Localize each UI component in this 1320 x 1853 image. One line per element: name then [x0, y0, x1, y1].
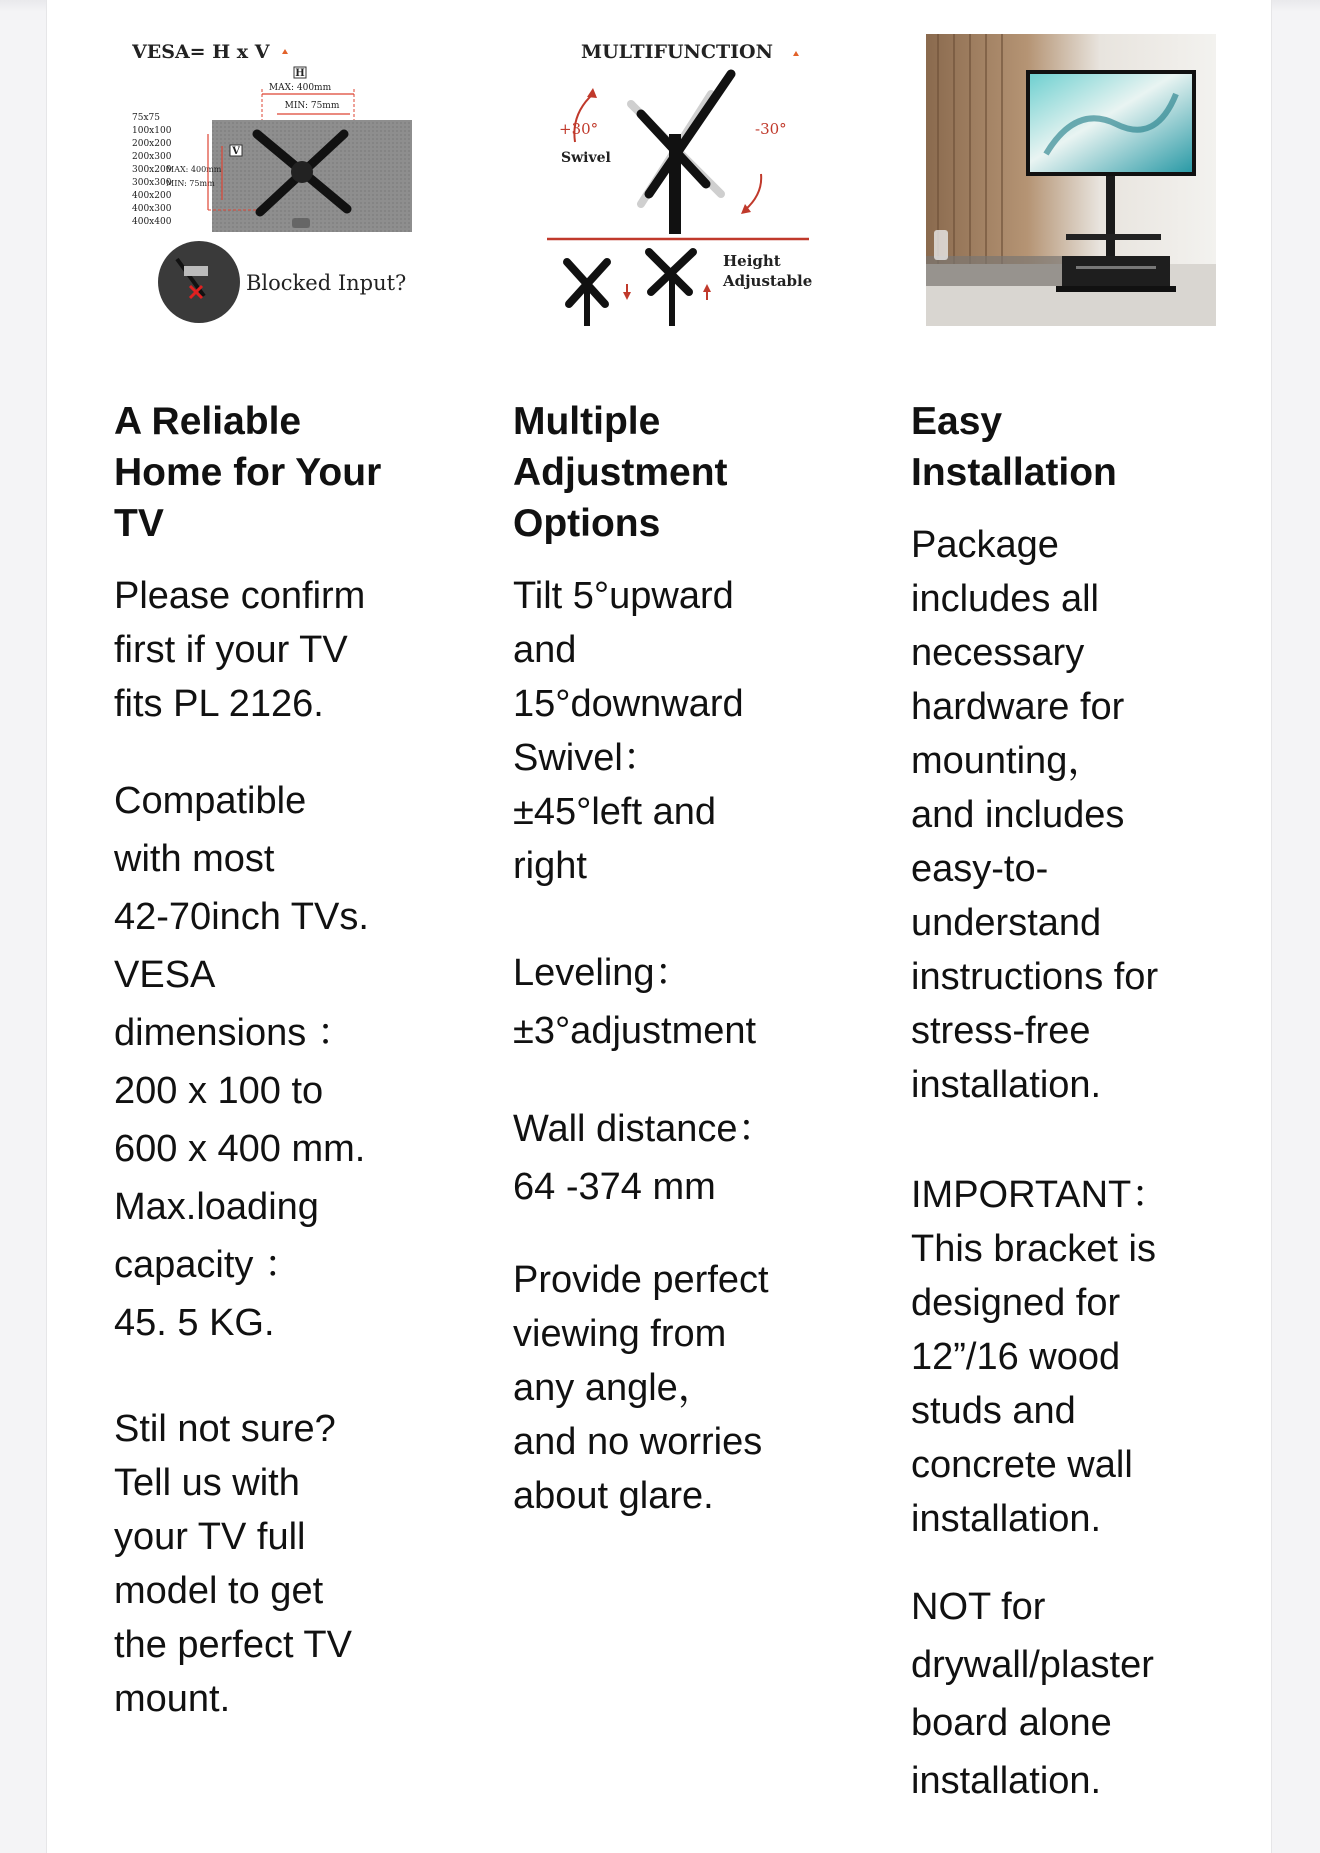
- title-accent-icon: [793, 51, 799, 56]
- adjustable-label: Adjustable: [723, 272, 813, 290]
- feature-title-adjustment: Multiple Adjustment Options: [513, 400, 728, 545]
- h-max: MAX: 400mm: [268, 83, 332, 93]
- swivel-label: Swivel: [561, 150, 611, 166]
- title-accent-icon: [282, 49, 288, 54]
- tv-stand-photo: [926, 34, 1216, 326]
- feature-text-not-for: NOT for drywall/plaster board alone installation.: [911, 1586, 1154, 1802]
- vase: [934, 230, 948, 260]
- feature-text-leveling: Leveling： ±3°adjustment: [513, 952, 757, 1052]
- sideboard: [926, 256, 1076, 286]
- feature-text-viewing: Provide perfect viewing from any angle， and no worries about glare.: [513, 1259, 769, 1517]
- feature-text-tilt-swivel: Tilt 5°upward and 15°downward Swivel： ±45°left and right: [513, 575, 744, 887]
- down-arrow-icon: [623, 292, 631, 300]
- vesa-diagram: [132, 34, 432, 326]
- svg-text:400x300: 400x300: [132, 204, 172, 214]
- stand-base: [1056, 286, 1176, 292]
- av-receiver: [1062, 256, 1170, 286]
- feature-text-wall-distance: Wall distance： 64 -374 mm: [513, 1108, 776, 1208]
- h-label: H: [295, 68, 305, 79]
- glass-shelf: [1066, 234, 1161, 240]
- multifunction-diagram: [531, 34, 831, 326]
- height-label: Height: [723, 252, 781, 270]
- pole-icon: [669, 134, 681, 234]
- blocked-input-icon: [158, 241, 240, 323]
- svg-text:200x300: 200x300: [132, 152, 172, 162]
- v-label: V: [232, 146, 240, 157]
- feature-text-vesa-fit: Please confirm first if your TV fits PL 2126.: [114, 575, 366, 725]
- feature-text-vesa-specs: Compatible with most 42-70inch TVs. VESA dimensions ： 200 x 100 to 600 x 400 mm. Max.loading capacity ： 45. 5 KG.: [114, 780, 369, 1344]
- svg-text:100x100: 100x100: [132, 126, 172, 136]
- h-min: MIN: 75mm: [284, 101, 340, 111]
- stand-pole: [1106, 176, 1115, 266]
- plus-angle-label: +30°: [559, 120, 599, 138]
- vesa-size-list: [132, 113, 172, 227]
- blocked-input-label: Blocked Input?: [246, 271, 407, 295]
- feature-text-vesa-help: Stil not sure? Tell us with your TV full model to get the perfect TV mount.: [114, 1408, 352, 1720]
- svg-text:400x200: 400x200: [132, 191, 172, 201]
- feature-text-important: IMPORTANT： This bracket is designed for 12”/16 wood studs and concrete wall installation.: [911, 1174, 1170, 1540]
- multifunction-title: MULTIFUNCTION: [581, 41, 773, 63]
- minus-angle-label: -30°: [755, 120, 787, 138]
- vesa-title: VESA= H x V: [132, 41, 270, 63]
- swivel-right-arrow-icon: [745, 174, 761, 210]
- feature-text-package: Package includes all necessary hardware for mounting， and includes easy-to- understand instructions for stress-free installation.: [911, 524, 1159, 1106]
- v-max: MAX: 400mm: [166, 165, 222, 174]
- svg-text:75x75: 75x75: [132, 113, 160, 123]
- up-arrow-icon: [703, 284, 711, 292]
- v-min: MIN: 75mm: [166, 179, 215, 188]
- svg-text:300x300: 300x300: [132, 178, 172, 188]
- feature-title-vesa: A Reliable Home for Your TV: [114, 400, 382, 545]
- svg-text:400x400: 400x400: [132, 217, 172, 227]
- svg-text:200x200: 200x200: [132, 139, 172, 149]
- svg-text:300x200: 300x200: [132, 165, 172, 175]
- feature-title-installation: Easy Installation: [911, 400, 1117, 494]
